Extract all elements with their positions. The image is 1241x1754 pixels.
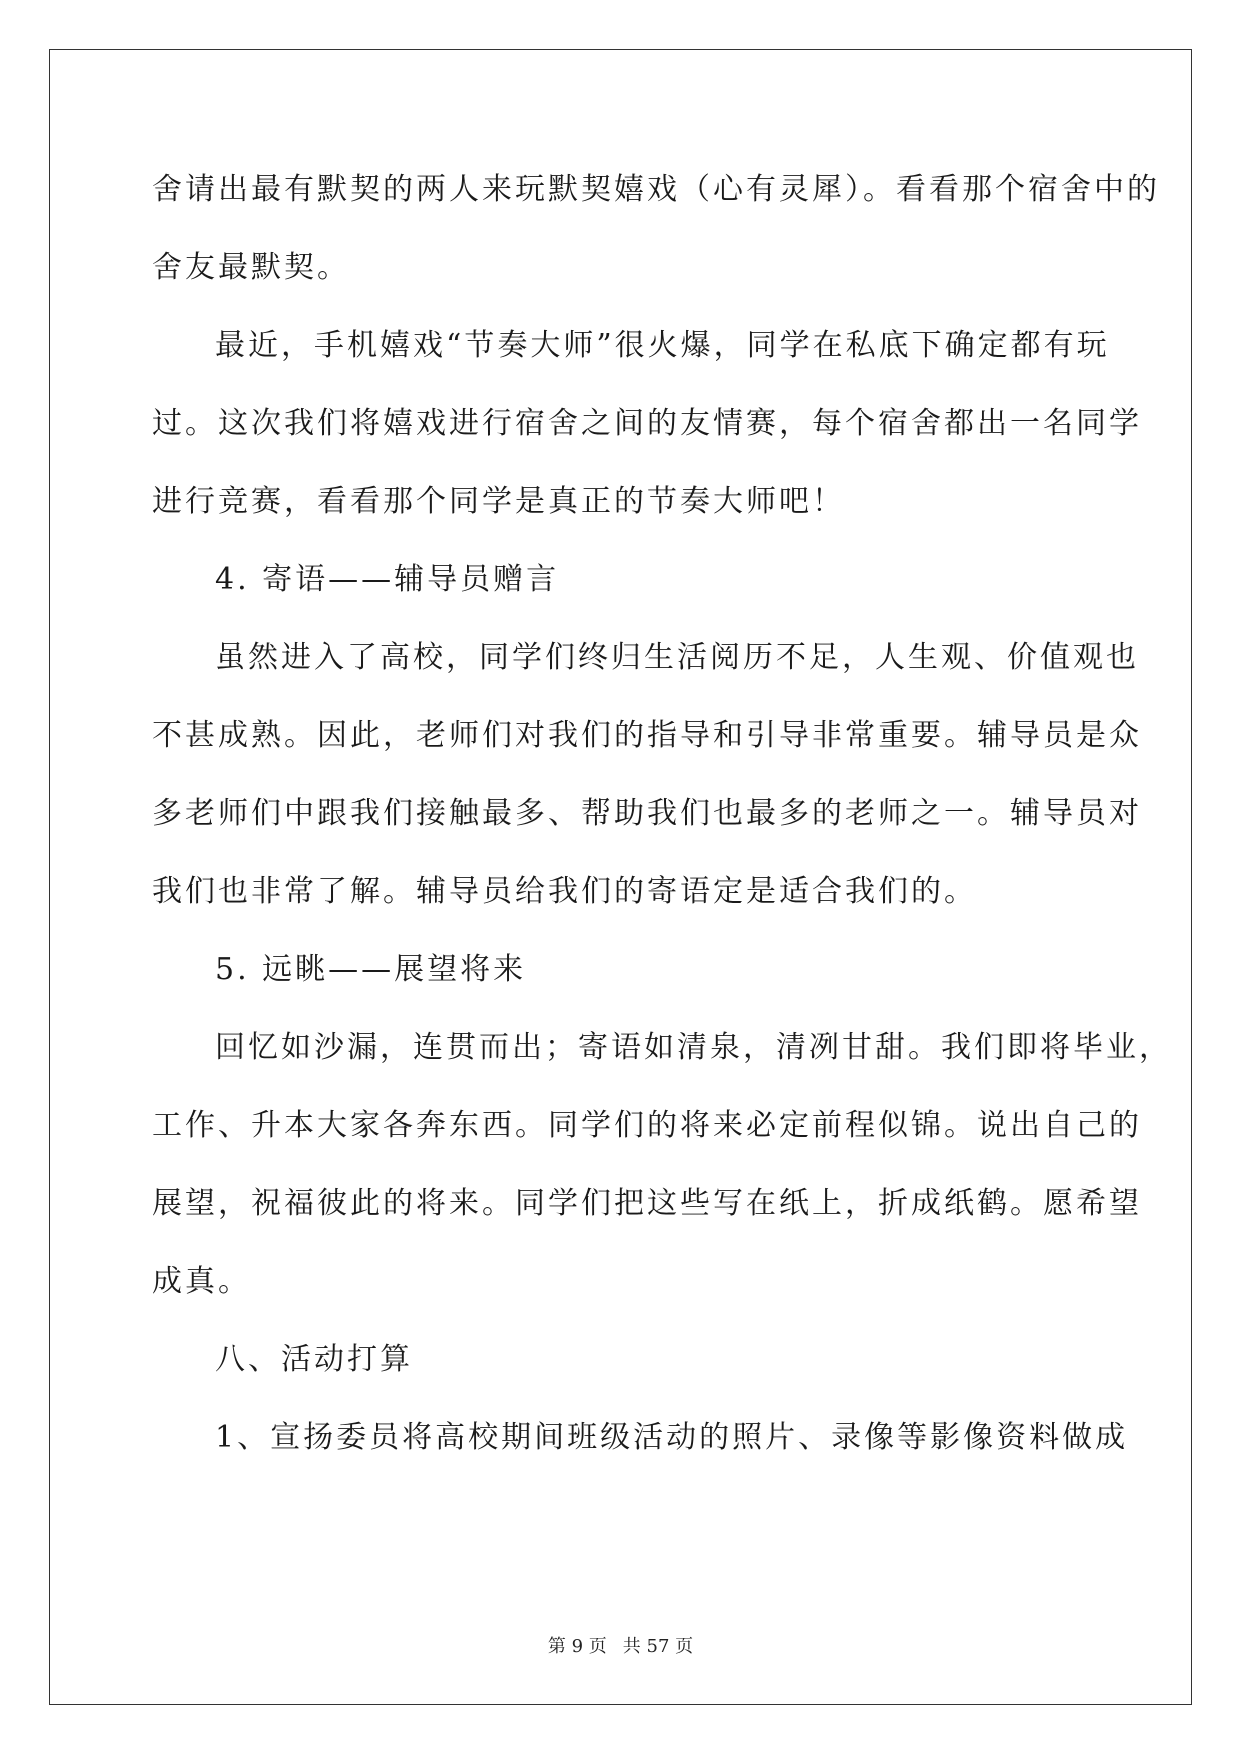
section-heading: 4. 寄语——辅导员赠言 [215, 562, 560, 597]
text-line: 舍友最默契。 [152, 250, 350, 285]
current-page-number: 第 9 页 [547, 1636, 607, 1657]
section-heading: 5. 远眺——展望将来 [215, 952, 527, 987]
text-line: 舍请出最有默契的两人来玩默契嬉戏（心有灵犀）。看看那个宿舍中的 [152, 172, 1160, 207]
paragraph-start: 虽然进入了高校，同学们终归生活阅历不足，人生观、价值观也 [215, 640, 1139, 675]
text-line: 进行竞赛，看看那个同学是真正的节奏大师吧！ [152, 484, 845, 519]
paragraph-start: 最近，手机嬉戏“节奏大师”很火爆，同学在私底下确定都有玩 [215, 328, 1110, 363]
total-page-count: 共 57 页 [622, 1636, 694, 1657]
paragraph-start: 回忆如沙漏，连贯而出；寄语如清泉，清冽甘甜。我们即将毕业， [215, 1030, 1172, 1065]
text-line: 过。这次我们将嬉戏进行宿舍之间的友情赛，每个宿舍都出一名同学 [152, 406, 1142, 441]
paragraph-start: 1、宣扬委员将高校期间班级活动的照片、录像等影像资料做成 [215, 1420, 1129, 1455]
document-body [152, 160, 1172, 1486]
text-line: 我们也非常了解。辅导员给我们的寄语定是适合我们的。 [152, 874, 977, 909]
text-line: 不甚成熟。因此，老师们对我们的指导和引导非常重要。辅导员是众 [152, 718, 1142, 753]
section-heading: 八、活动打算 [215, 1342, 413, 1377]
page-footer [0, 1632, 1241, 1658]
text-line: 多老师们中跟我们接触最多、帮助我们也最多的老师之一。辅导员对 [152, 796, 1142, 831]
text-line: 展望，祝福彼此的将来。同学们把这些写在纸上，折成纸鹤。愿希望 [152, 1186, 1142, 1221]
text-line: 工作、升本大家各奔东西。同学们的将来必定前程似锦。说出自己的 [152, 1108, 1142, 1143]
text-line: 成真。 [152, 1264, 251, 1299]
